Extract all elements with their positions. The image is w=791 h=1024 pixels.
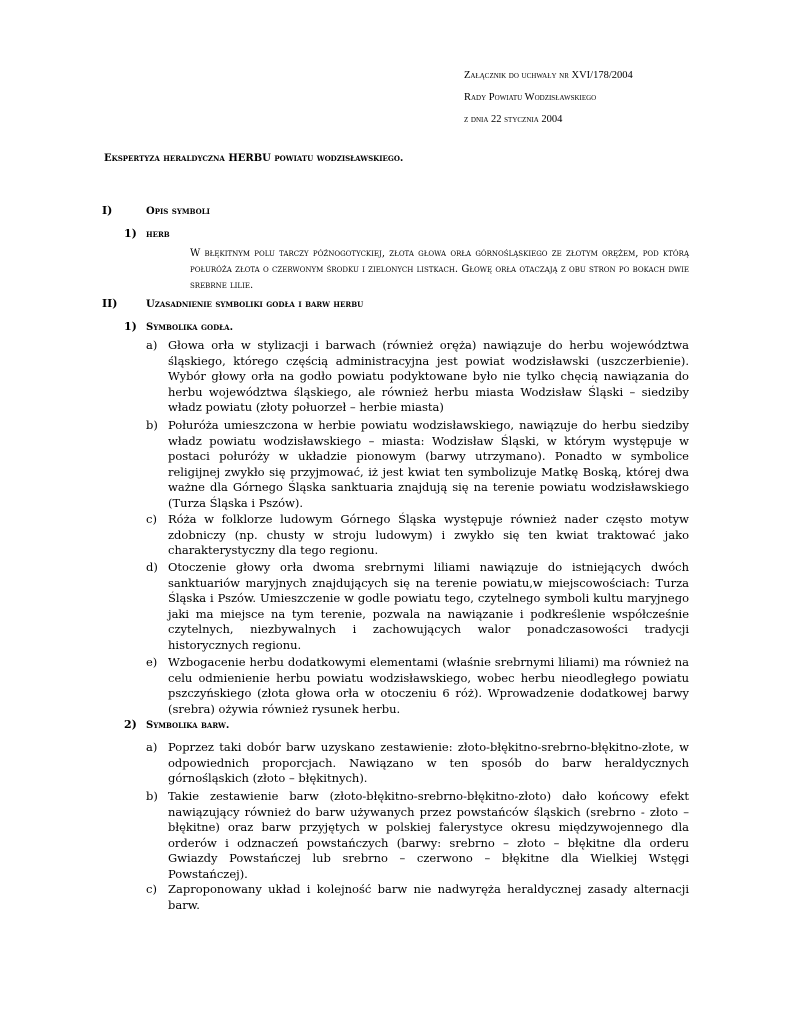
subsection-2-1-number: 1): [124, 320, 137, 333]
header-attachment-line: Załącznik do uchwały nr XVI/178/2004: [464, 70, 633, 81]
item-text: Róża w folklorze ludowym Górnego Śląska występuje również nader często motyw zdobniczy (np. chusty w stroju ludowym) i zwykło się ten kwiat traktować jako charakterystyczny dla tego regionu.: [168, 512, 689, 558]
item-text: Połuróża umieszczona w herbie powiatu wodzisławskiego, nawiązuje do herbu siedziby władz powiatu wodzisławskiego – miasta: Wodzisław Śląski, w którym występuje w postaci połuróży w układzie pionowym (barwy utrzymano). Ponadto w symbolice religijnej zwykło się przyjmować, iż jest kwiat ten symbolizuje Matkę Boską, której dwa ważne dla Górnego Śląska sanktuaria znajdują się na terenie powiatu wodzisławskiego (Turza Śląska i Pszów).: [168, 418, 689, 510]
subsection-1-1-number: 1): [124, 227, 137, 240]
header-date-line: z dnia 22 stycznia 2004: [464, 114, 563, 125]
item-letter: a): [146, 740, 158, 754]
item-letter: b): [146, 789, 158, 803]
item-text: Takie zestawienie barw (złoto-błękitno-srebrno-błękitno-złoto) dało końcowy efekt nawiązujący również do barw używanych przez powstańców śląskich (srebrno - złoto – błękitne) oraz barw przyjętych w polskiej falerystyce okresu międzywojennego dla orderów i odznaczeń powstańczych (barwy: srebrno – złoto – błękitne dla orderu Gwiazdy Powstańczej lub srebrno – czerwono – błękitne dla Wielkiej Wstęgi Powstańczej).: [168, 789, 689, 881]
coat-of-arms-description: W błękitnym polu tarczy późnogotyckiej, złota głowa orła górnośląskiego ze złotym orężem, pod którą połuróża złota o czerwonym środku i zielonych listkach. Głowę orła otaczają z obu stron po bokach dwie srebrne lilie.: [190, 248, 689, 291]
item-letter: c): [146, 512, 157, 526]
subsection-2-2-number: 2): [124, 718, 137, 731]
section-1-number: I): [102, 204, 113, 217]
subsection-2-2-title: Symbolika barw.: [146, 720, 230, 731]
item-letter: b): [146, 418, 158, 432]
subsection-2-1-title: Symbolika godła.: [146, 322, 234, 333]
item-letter: a): [146, 338, 158, 352]
document-title: Ekspertyza heraldyczna HERBU powiatu wodzisławskiego.: [104, 153, 404, 164]
item-letter: c): [146, 882, 157, 896]
item-letter: e): [146, 655, 158, 669]
item-text: Poprzez taki dobór barw uzyskano zestawienie: złoto-błękitno-srebrno-błękitno-złote, w odpowiednich proporcjach. Nawiązano w ten sposób do barw heraldycznych górnośląskich (złoto – błękitnych).: [168, 740, 689, 786]
header-council-line: Rady Powiatu Wodzisławskiego: [464, 92, 597, 103]
subsection-1-1-title: herb: [146, 229, 170, 240]
item-text: Zaproponowany układ i kolejność barw nie nadwyręża heraldycznej zasady alternacji barw.: [168, 882, 689, 912]
section-2-number: II): [102, 297, 118, 310]
item-text: Wzbogacenie herbu dodatkowymi elementami (właśnie srebrnymi liliami) ma również na celu odmienienie herbu powiatu wodzisławskiego, wobec herbu nieodległego powiatu pszczyńskiego (złota głowa orła w otoczeniu 6 róż). Wprowadzenie dodatkowej barwy (srebra) ożywia również rysunek herbu.: [168, 655, 689, 716]
section-2-title: Uzasadnienie symboliki godła i barw herbu: [146, 299, 364, 310]
item-text: Głowa orła w stylizacji i barwach (również oręża) nawiązuje do herbu województwa śląskiego, którego częścią administracyjna jest powiat wodzisławski (uszczerbienie). Wybór głowy orła na godło powiatu podyktowane było nie tylko chęcią nawiązania do herbu województwa śląskiego, ale również herbu miasta Wodzisław Śląski – siedziby władz powiatu (złoty połuorzeł – herbie miasta): [168, 338, 689, 415]
section-1-title: Opis symboli: [146, 206, 210, 217]
item-text: Otoczenie głowy orła dwoma srebrnymi liliami nawiązuje do istniejących dwóch sanktuariów maryjnych znajdujących się na terenie powiatu,w miejscowościach: Turza Śląska i Pszów. Umieszczenie w godle powiatu tego, czytelnego symboli kultu maryjnego jaki ma miejsce na tym terenie, pozwala na nawiązanie i podkreślenie współcześnie czytelnych, niezbywalnych i zachowujących walor ponadczasowości tradycji historycznych regionu.: [168, 560, 689, 652]
item-letter: d): [146, 560, 158, 574]
